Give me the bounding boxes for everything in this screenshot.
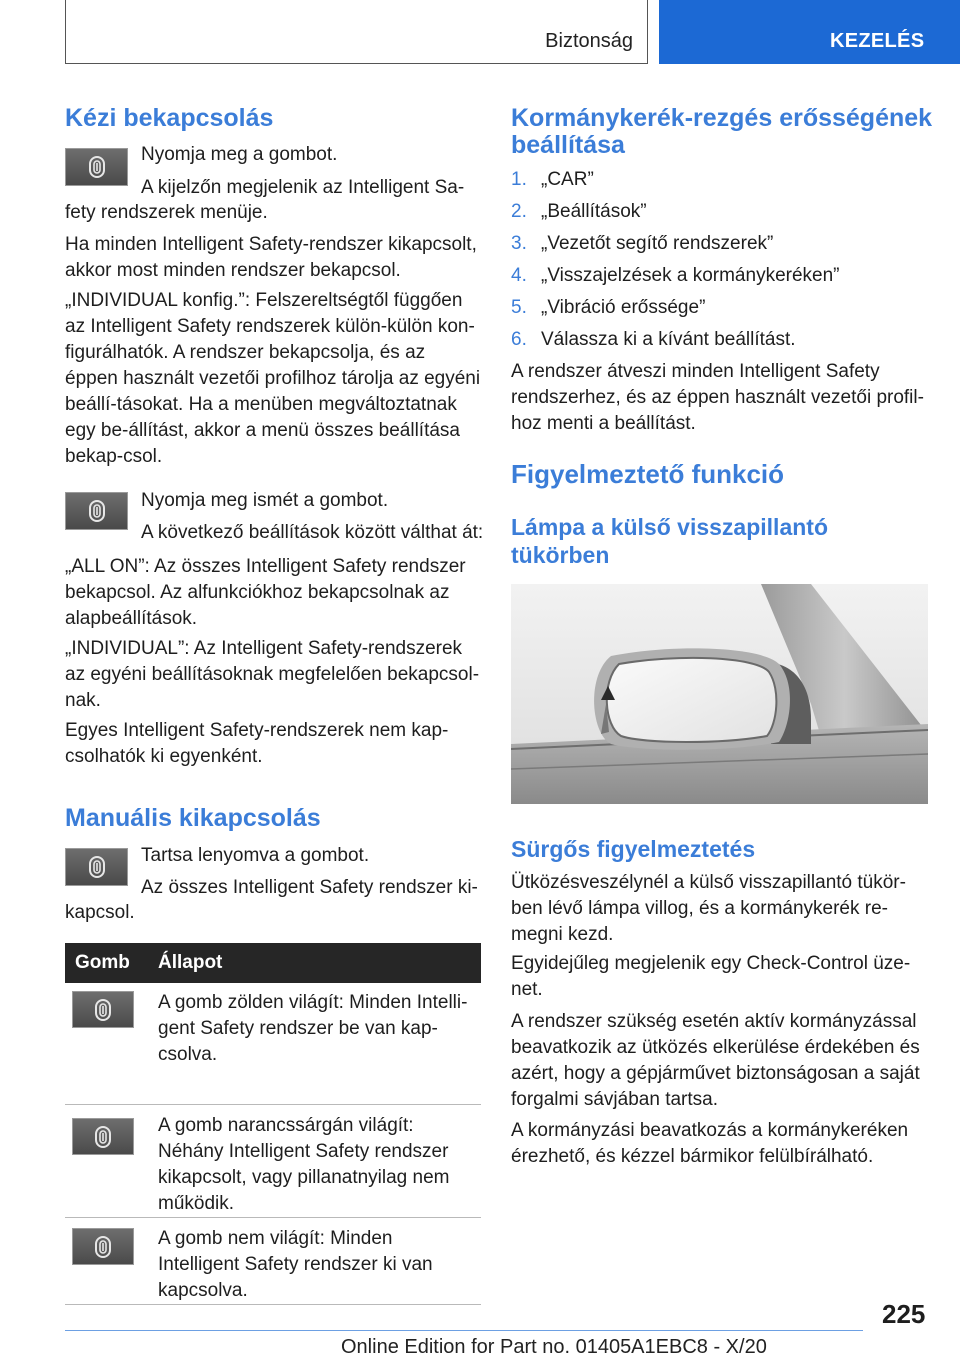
header-chapter-tab bbox=[659, 0, 960, 64]
text-press-button: Nyomja meg a gombot. bbox=[141, 144, 338, 165]
list-item: 4. „Visszajelzések a kormánykeréken” bbox=[511, 265, 840, 286]
table-cell-icon bbox=[65, 1218, 148, 1305]
list-item: 3. „Vezetőt segítő rendszerek” bbox=[511, 233, 774, 254]
table-cell-icon bbox=[65, 983, 148, 1105]
table-row bbox=[65, 1218, 481, 1305]
footer-divider bbox=[65, 1330, 863, 1331]
safety-button-icon bbox=[65, 148, 128, 186]
text-menu-appears-2: fety rendszerek menüje. bbox=[65, 202, 268, 223]
header-chapter-label: KEZELÉS bbox=[830, 30, 925, 52]
steps-list bbox=[511, 167, 929, 357]
text-not-all-switchable: Egyes Intelligent Safety-rendszerek nem kap-csolhatók ki egyenként. bbox=[65, 720, 449, 767]
text-active-steering: A rendszer szükség esetén aktív kormányzással beavatkozik az ütközés elkerülése érdekében és azért, hogy a gépjárművet biztonságosan a saját forgalmi sávjában tartsa. bbox=[511, 1011, 920, 1110]
text-press-again: Nyomja meg ismét a gombot. bbox=[141, 490, 389, 511]
table-header-allapot: Állapot bbox=[148, 943, 481, 983]
table-cell-icon bbox=[65, 1105, 148, 1218]
text-steering-override: A kormányzási beavatkozás a kormánykeréken érezhető, és kézzel bármikor felülbírálható. bbox=[511, 1120, 909, 1167]
safety-button-off-icon bbox=[72, 1228, 134, 1265]
table-row bbox=[65, 983, 481, 1105]
safety-button-orange-icon bbox=[72, 1118, 134, 1155]
status-table bbox=[65, 943, 481, 1305]
text-system-saves: A rendszer átveszi minden Intelligent Safety rendszerhez, és az éppen használt vezetői profil-hoz menti a beállítást. bbox=[511, 361, 924, 434]
safety-button-icon bbox=[65, 848, 128, 886]
table-header-row bbox=[65, 943, 481, 983]
text-individual: „INDIVIDUAL”: Az Intelligent Safety-rendszerek az egyéni beállításoknak megfelelően bekapcsol-nak. bbox=[65, 638, 480, 711]
table-cell-status: A gomb narancssárgán világít: Néhány Intelligent Safety rendszer kikapcsolt, vagy pillanatnyilag nem működik. bbox=[148, 1105, 481, 1218]
text-all-on: „ALL ON”: Az összes Intelligent Safety rendszer bekapcsol. Az alfunkciókhoz bekapcsolnak az alapbeállítások. bbox=[65, 556, 466, 629]
heading-lampa-1: Lámpa a külső visszapillantó bbox=[511, 514, 828, 540]
table-row bbox=[65, 1105, 481, 1218]
table-cell-status: A gomb zölden világít: Minden Intelli-gent Safety rendszer be van kap-csolva. bbox=[148, 983, 481, 1105]
text-hold-button: Tartsa lenyomva a gombot. bbox=[141, 845, 370, 866]
text-check-control: Egyidejűleg megjelenik egy Check-Control üze-net. bbox=[511, 953, 911, 1000]
text-all-off: Ha minden Intelligent Safety-rendszer kikapcsolt, akkor most minden rendszer bekapcsol. bbox=[65, 234, 477, 281]
text-menu-appears-1: A kijelzőn megjelenik az Intelligent Sa- bbox=[141, 177, 465, 198]
mirror-illustration-svg bbox=[511, 584, 928, 804]
heading-surgos: Sürgős figyelmeztetés bbox=[511, 836, 756, 862]
safety-button-green-icon bbox=[72, 991, 134, 1028]
mirror-illustration bbox=[511, 584, 928, 804]
heading-lampa-2: tükörben bbox=[511, 542, 610, 568]
list-item: 5. „Vibráció erőssége” bbox=[511, 297, 706, 318]
text-switch-settings: A következő beállítások között válthat át: bbox=[141, 522, 484, 543]
heading-vibration-1: Kormánykerék-rezgés erősségének bbox=[511, 104, 933, 132]
heading-manualis-kikapcsolas: Manuális kikapcsolás bbox=[65, 804, 321, 832]
heading-vibration-2: beállítása bbox=[511, 131, 625, 159]
header-section-title: Biztonság bbox=[545, 30, 633, 52]
list-item: 2. „Beállítások” bbox=[511, 201, 647, 222]
text-collision-warning: Ütközésveszélynél a külső visszapillantó tükör-ben lévő lámpa villog, és a kormánykerék re-megni kezd. bbox=[511, 872, 906, 945]
text-all-off-2a: Az összes Intelligent Safety rendszer ki- bbox=[141, 877, 478, 898]
heading-figyelmezteto: Figyelmeztető funkció bbox=[511, 459, 785, 489]
safety-button-icon bbox=[65, 492, 128, 530]
footer-edition: Online Edition for Part no. 01405A1EBC8 - X/20 bbox=[341, 1336, 767, 1358]
text-all-off-2b: kapcsol. bbox=[65, 902, 135, 923]
list-item: 6. Válassza ki a kívánt beállítást. bbox=[511, 329, 796, 350]
heading-kezi-bekapcsolas: Kézi bekapcsolás bbox=[65, 104, 274, 132]
page-number: 225 bbox=[882, 1299, 926, 1329]
list-item: 1. „CAR” bbox=[511, 169, 594, 190]
text-individual-config: „INDIVIDUAL konfig.”: Felszereltségtől függően az Intelligent Safety rendszerek külön-külön kon-figurálhatók. A rendszer bekapcsolja, és az éppen használt vezetői profilhoz tárolja az egyéni beállí-tásokat. Ha a menüben megváltoztatnak egy be-állítást, akkor a menü összes beállítása bekap-csol. bbox=[65, 290, 481, 467]
table-header-gomb: Gomb bbox=[65, 943, 148, 983]
header-section-box bbox=[65, 0, 648, 64]
table-cell-status: A gomb nem világít: Minden Intelligent Safety rendszer ki van kapcsolva. bbox=[148, 1218, 481, 1305]
